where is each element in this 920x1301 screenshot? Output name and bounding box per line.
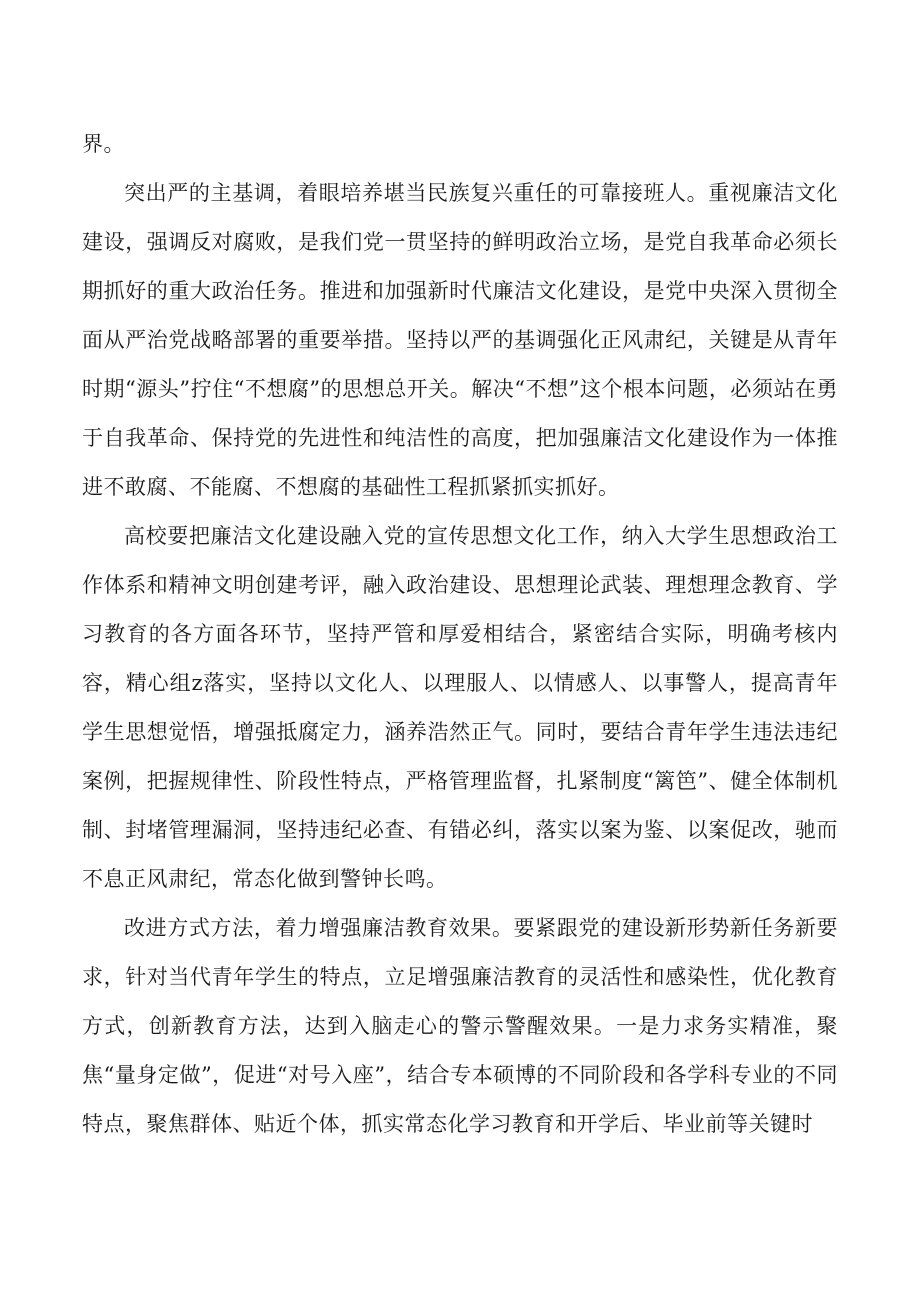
paragraph-continuation: 界。 [82,132,125,156]
document-body [82,120,838,1149]
paragraph-university-integration: 高校要把廉洁文化建设融入党的宣传思想文化工作，纳入大学生思想政治工作体系和精神文明创建考评，融入政治建设、思想理论武装、理想理念教育、学习教育的各方面各环节，坚持严管和厚爱相结合，紧密结合实际，明确考核内容，精心组z落实，坚持以文化人、以理服人、以情感人、以事警人，提高青年学生思想觉悟，增强抵腐定力，涵养浩然正气。同时，要结合青年学生违法违纪案例，把握规律性、阶段性特点，严格管理监督，扎紧制度“篱笆”、健全体制机制、封堵管理漏洞，坚持违纪必查、有错必纠，落实以案为鉴、以案促改，驰而不息正风肃纪，常态化做到警钟长鸣。 [82,524,838,891]
paragraph-improve-methods: 改进方式方法，着力增强廉洁教育效果。要紧跟党的建设新形势新任务新要求，针对当代青年学生的特点，立足增强廉洁教育的灵活性和感染性，优化教育方式，创新教育方法，达到入脑走心的警示警醒效果。一是力求务实精准，聚焦“量身定做”，促进“对号入座”，结合专本硕博的不同阶段和各学科专业的不同特点，聚焦群体、贴近个体，抓实常态化学习教育和开学后、毕业前等关键时 [82,916,838,1136]
paragraph-strict-tone: 突出严的主基调，着眼培养堪当民族复兴重任的可靠接班人。重视廉洁文化建设，强调反对腐败，是我们党一贯坚持的鲜明政治立场，是党自我革命必须长期抓好的重大政治任务。推进和加强新时代廉洁文化建设，是党中央深入贯彻全面从严治党战略部署的重要举措。坚持以严的基调强化正风肃纪，关键是从青年时期“源头”拧住“不想腐”的思想总开关。解决“不想”这个根本问题，必须站在勇于自我革命、保持党的先进性和纯洁性的高度，把加强廉洁文化建设作为一体推进不敢腐、不能腐、不想腐的基础性工程抓紧抓实抓好。 [82,181,838,499]
